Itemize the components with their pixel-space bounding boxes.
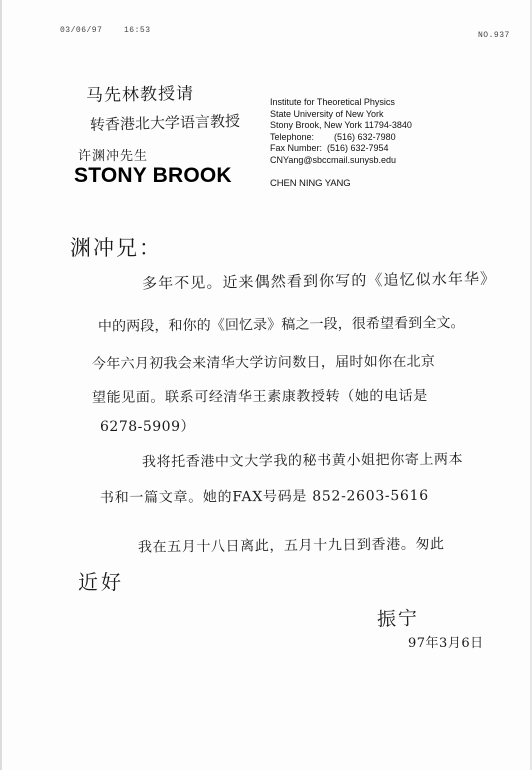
institute-line-3: Stony Brook, New York 11794-3840 (270, 120, 412, 131)
stony-brook-logo: STONY BROOK (74, 164, 232, 187)
signature-date: 97年3月6日 (408, 636, 484, 651)
institute-line-2: State University of New York (270, 108, 384, 119)
body-line-5: 6278-5909） (100, 419, 195, 435)
institute-line-6: CNYang@sbccmail.sunysb.edu (270, 154, 397, 165)
closing: 近好 (78, 570, 124, 594)
body-line-8: 我在五月十八日离此，五月十九日到香港。匆此 (137, 536, 445, 556)
scan-left-edge (0, 0, 2, 770)
institute-line-4: Telephone: (516) 632-7980 (270, 131, 396, 142)
body-line-4: 望能见面。联系可经清华王素康教授转（她的电话是 (91, 388, 428, 406)
institute-line-5: Fax Number: (516) 632-7954 (270, 143, 389, 154)
salutation: 渊冲兄： (70, 236, 162, 260)
fax-page-number: NO.937 (478, 31, 510, 40)
body-line-7: 书和一篇文章。她的FAX号码是 852-2603-5616 (99, 487, 429, 507)
fax-date: 03/06/97 (60, 26, 103, 35)
handwritten-address-line-2: 转香港北大学语言教授 (89, 112, 241, 134)
body-line-1: 多年不见。近来偶然看到你写的《追忆似水年华》 (141, 269, 497, 293)
institute-address-block (270, 97, 412, 167)
institute-line-1: Institute for Theoretical Physics (270, 97, 395, 107)
body-line-3: 今年六月初我会来清华大学访问数日，届时如你在北京 (91, 353, 436, 373)
signature: 振宁 (376, 607, 420, 631)
letterhead-name: CHEN NING YANG (270, 178, 351, 189)
handwritten-address-line-3: 许渊冲先生 (78, 149, 149, 164)
body-line-2: 中的两段，和你的《回忆录》稿之一段，很希望看到全文。 (97, 315, 465, 335)
handwritten-address-line-1: 马先林教授请 (85, 84, 195, 106)
body-line-6: 我将托香港中文大学我的秘书黄小姐把你寄上两本 (141, 451, 464, 471)
fax-time: 16:53 (124, 26, 151, 35)
